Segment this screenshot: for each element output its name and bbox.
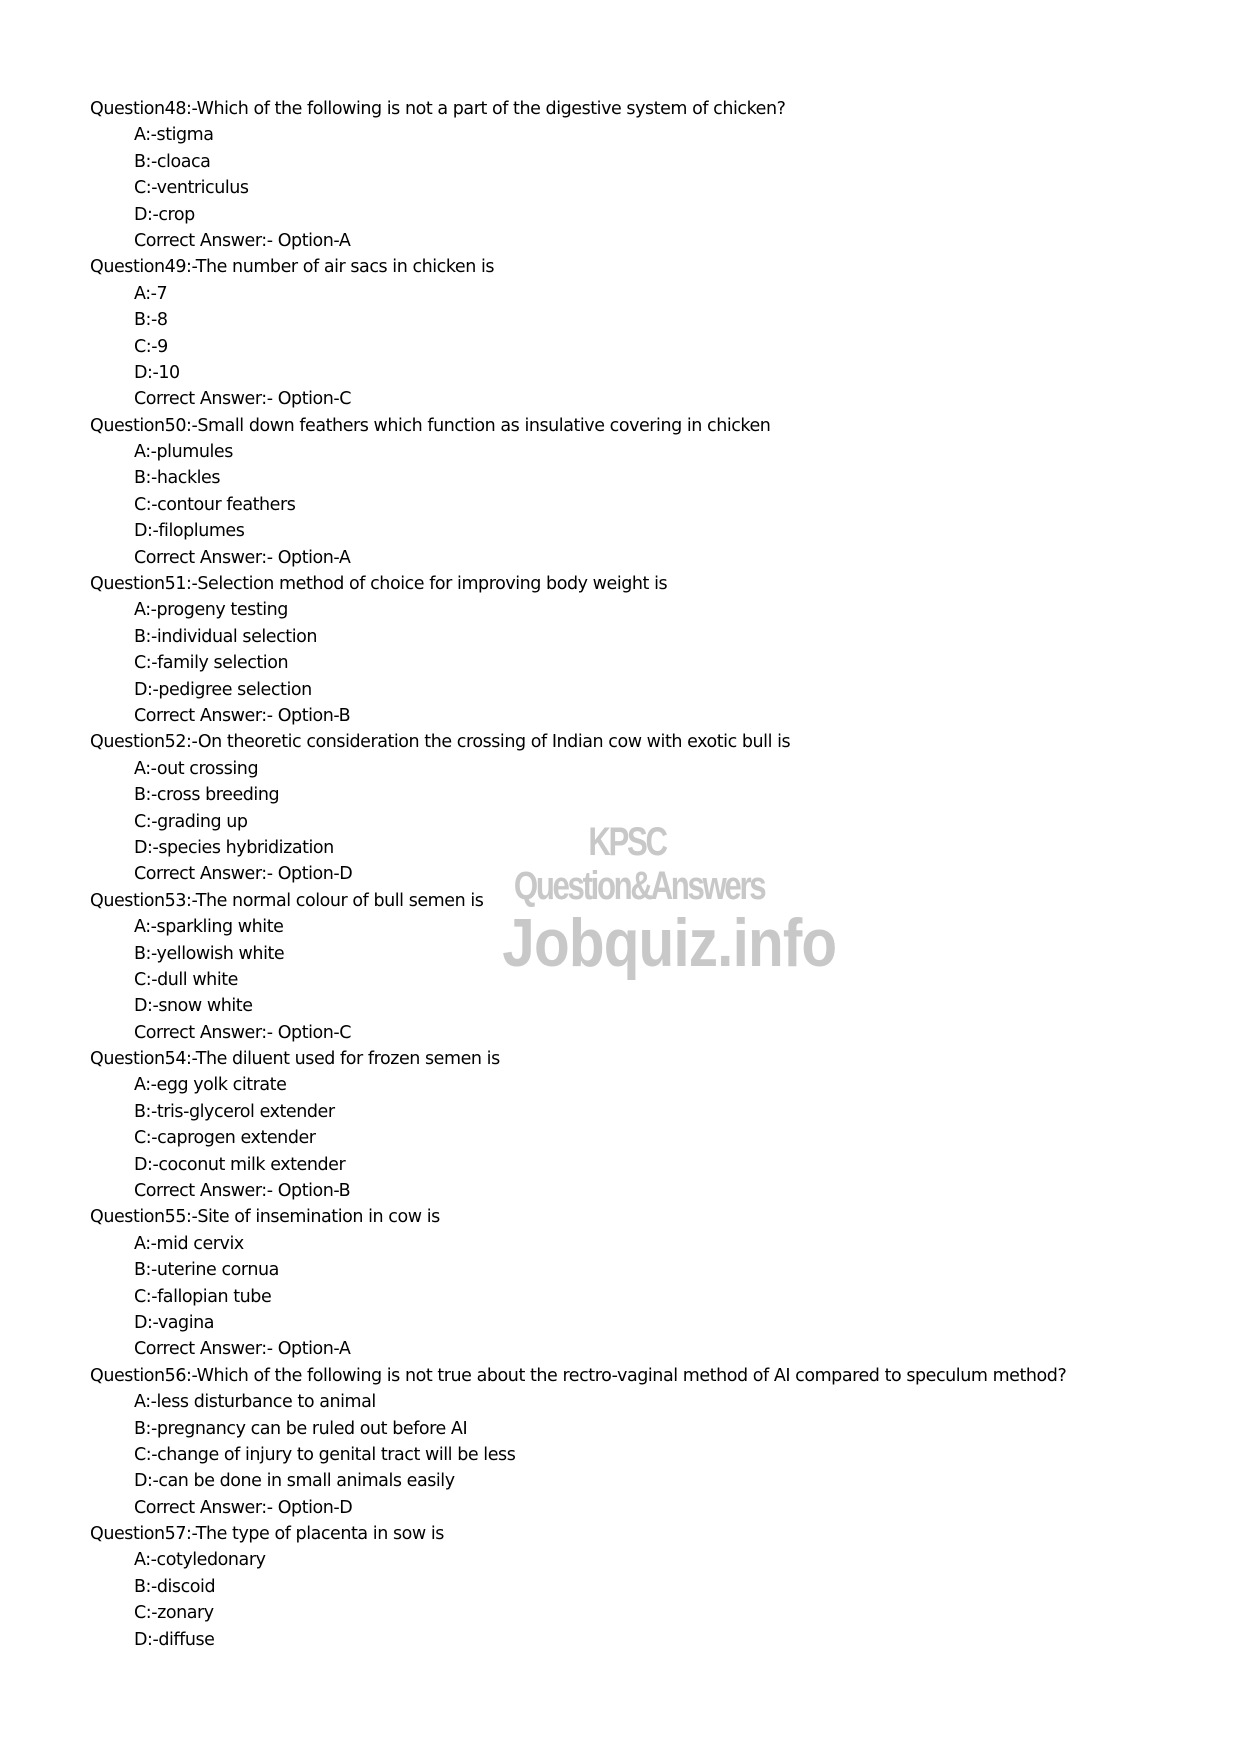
correct-answer: Correct Answer:- Option-D: [134, 864, 353, 885]
answer-option: B:-tris-glycerol extender: [134, 1101, 335, 1122]
question-text: Question48:-Which of the following is not a part of the digestive system of chicken?: [90, 99, 786, 119]
answer-option: D:-pedigree selection: [134, 679, 312, 700]
answer-option: B:-individual selection: [134, 626, 318, 647]
answer-option: B:-cross breeding: [134, 785, 280, 806]
answer-option: C:-zonary: [134, 1603, 214, 1624]
answer-option: A:-progeny testing: [134, 600, 288, 621]
answer-option: B:-pregnancy can be ruled out before AI: [134, 1418, 468, 1439]
answer-option: A:-mid cervix: [134, 1233, 244, 1254]
answer-option: D:-can be done in small animals easily: [134, 1471, 455, 1492]
answer-option: C:-9: [134, 336, 168, 357]
answer-option: A:-sparkling white: [134, 917, 284, 938]
question-text: Question52:-On theoretic consideration the crossing of Indian cow with exotic bull is: [90, 732, 791, 753]
answer-option: D:-coconut milk extender: [134, 1154, 346, 1175]
question-block: [90, 888, 1210, 1046]
answer-option: C:-ventriculus: [134, 178, 249, 199]
watermark-line-1: KPSC Question&Answers: [513, 820, 765, 908]
answer-option: A:-cotyledonary: [134, 1550, 266, 1571]
answer-option: C:-family selection: [134, 653, 289, 674]
answer-option: B:-discoid: [134, 1576, 216, 1597]
question-block: [90, 413, 1210, 571]
question-block: [90, 96, 1210, 254]
answer-option: C:-fallopian tube: [134, 1286, 272, 1307]
answer-option: A:-out crossing: [134, 758, 259, 779]
answer-option: C:-caprogen extender: [134, 1128, 316, 1149]
answer-option: A:-plumules: [134, 442, 233, 463]
correct-answer: Correct Answer:- Option-C: [134, 1022, 352, 1043]
answer-option: A:-less disturbance to animal: [134, 1392, 376, 1413]
answer-option: C:-contour feathers: [134, 494, 296, 515]
question-block: [90, 729, 1210, 887]
correct-answer: Correct Answer:- Option-A: [134, 547, 351, 568]
correct-answer: Correct Answer:- Option-A: [134, 230, 351, 251]
answer-option: B:-hackles: [134, 468, 221, 489]
question-block: [90, 1363, 1210, 1521]
question-block: [90, 254, 1210, 412]
question-text: Question50:-Small down feathers which function as insulative covering in chicken: [90, 415, 771, 436]
answer-option: B:-8: [134, 310, 168, 331]
answer-option: D:-crop: [134, 204, 195, 225]
watermark-line-2: Jobquiz.info: [502, 905, 837, 981]
answer-option: A:-stigma: [134, 125, 214, 146]
correct-answer: Correct Answer:- Option-D: [134, 1497, 353, 1518]
question-list: [90, 96, 1210, 1653]
question-text: Question53:-The normal colour of bull semen is: [90, 890, 484, 911]
answer-option: D:-species hybridization: [134, 837, 334, 858]
answer-option: A:-egg yolk citrate: [134, 1075, 287, 1096]
question-text: Question49:-The number of air sacs in chicken is: [90, 257, 495, 278]
question-text: Question51:-Selection method of choice for improving body weight is: [90, 574, 668, 595]
correct-answer: Correct Answer:- Option-B: [134, 1181, 351, 1202]
correct-answer: Correct Answer:- Option-C: [134, 389, 352, 410]
answer-option: C:-change of injury to genital tract will be less: [134, 1444, 516, 1465]
correct-answer: Correct Answer:- Option-B: [134, 705, 351, 726]
answer-option: C:-grading up: [134, 811, 248, 832]
answer-option: D:-diffuse: [134, 1629, 215, 1650]
question-block: [90, 571, 1210, 729]
question-block: [90, 1521, 1210, 1653]
answer-option: C:-dull white: [134, 969, 238, 990]
answer-option: B:-cloaca: [134, 151, 211, 172]
question-text: Question57:-The type of placenta in sow is: [90, 1524, 444, 1545]
answer-option: D:-vagina: [134, 1312, 215, 1333]
question-text: Question56:-Which of the following is not true about the rectro-vaginal method of AI compared to speculum method?: [90, 1365, 1067, 1386]
answer-option: B:-yellowish white: [134, 943, 285, 964]
question-block: [90, 1204, 1210, 1362]
question-text: Question55:-Site of insemination in cow is: [90, 1207, 440, 1228]
answer-option: A:-7: [134, 283, 168, 304]
answer-option: D:-snow white: [134, 996, 253, 1017]
question-text: Question54:-The diluent used for frozen semen is: [90, 1049, 500, 1070]
question-block: [90, 1046, 1210, 1204]
answer-option: B:-uterine cornua: [134, 1260, 279, 1281]
correct-answer: Correct Answer:- Option-A: [134, 1339, 351, 1360]
answer-option: D:-filoplumes: [134, 521, 245, 542]
answer-option: D:-10: [134, 362, 180, 383]
